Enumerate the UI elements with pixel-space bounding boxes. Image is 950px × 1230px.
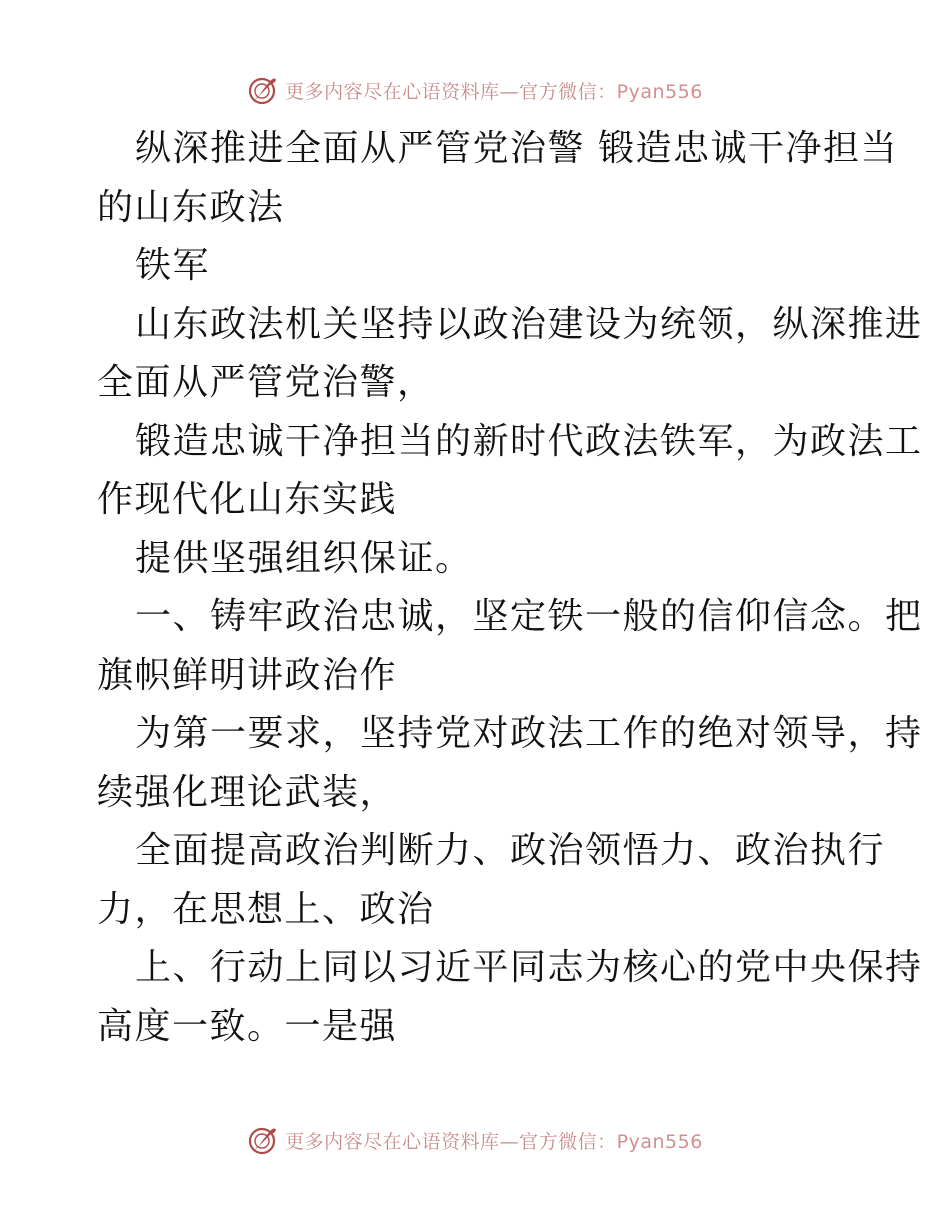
text-line: 高度一致。一是强: [97, 1005, 398, 1047]
watermark-label: 更多内容尽在心语资料库—官方微信：: [285, 1130, 617, 1153]
text-line: 山东政法机关坚持以政治建设为统领，纵深推进: [135, 303, 923, 345]
text-line: 续强化理论武装，: [97, 771, 398, 813]
text-line: 铁军: [135, 245, 211, 286]
text-line: 提供坚强组织保证。: [135, 537, 473, 579]
text-line: 作现代化山东实践: [97, 479, 398, 520]
quill-logo-icon: [247, 74, 279, 106]
text-line: 力，在思想上、政治: [97, 888, 435, 930]
document-body: [97, 120, 923, 1056]
text-line: 全面提高政治判断力、政治领悟力、政治执行: [135, 830, 886, 871]
watermark-text: [285, 77, 703, 104]
watermark-wechat-id: Pyan556: [616, 80, 703, 103]
text-line: 锻造忠诚干净担当的新时代政法铁军，为政法工: [135, 420, 923, 462]
watermark-wechat-id: Pyan556: [616, 1130, 703, 1153]
text-line: 全面从严管党治警，: [97, 362, 435, 403]
text-line: 纵深推进全面从严管党治警 锻造忠诚干净担当: [135, 128, 898, 169]
text-line: 上、行动上同以习近平同志为核心的党中央保持: [135, 947, 923, 988]
footer-watermark: [0, 1120, 950, 1160]
header-watermark: [0, 70, 950, 110]
watermark-label: 更多内容尽在心语资料库—官方微信：: [285, 80, 617, 103]
watermark-text: [285, 1127, 703, 1154]
text-line: 旗帜鲜明讲政治作: [97, 654, 398, 696]
text-line: 的山东政法: [97, 186, 285, 228]
text-line: 为第一要求，坚持党对政法工作的绝对领导，持: [135, 713, 923, 754]
quill-logo-icon: [247, 1124, 279, 1156]
text-line: 一、铸牢政治忠诚，坚定铁一般的信仰信念。把: [135, 596, 923, 637]
